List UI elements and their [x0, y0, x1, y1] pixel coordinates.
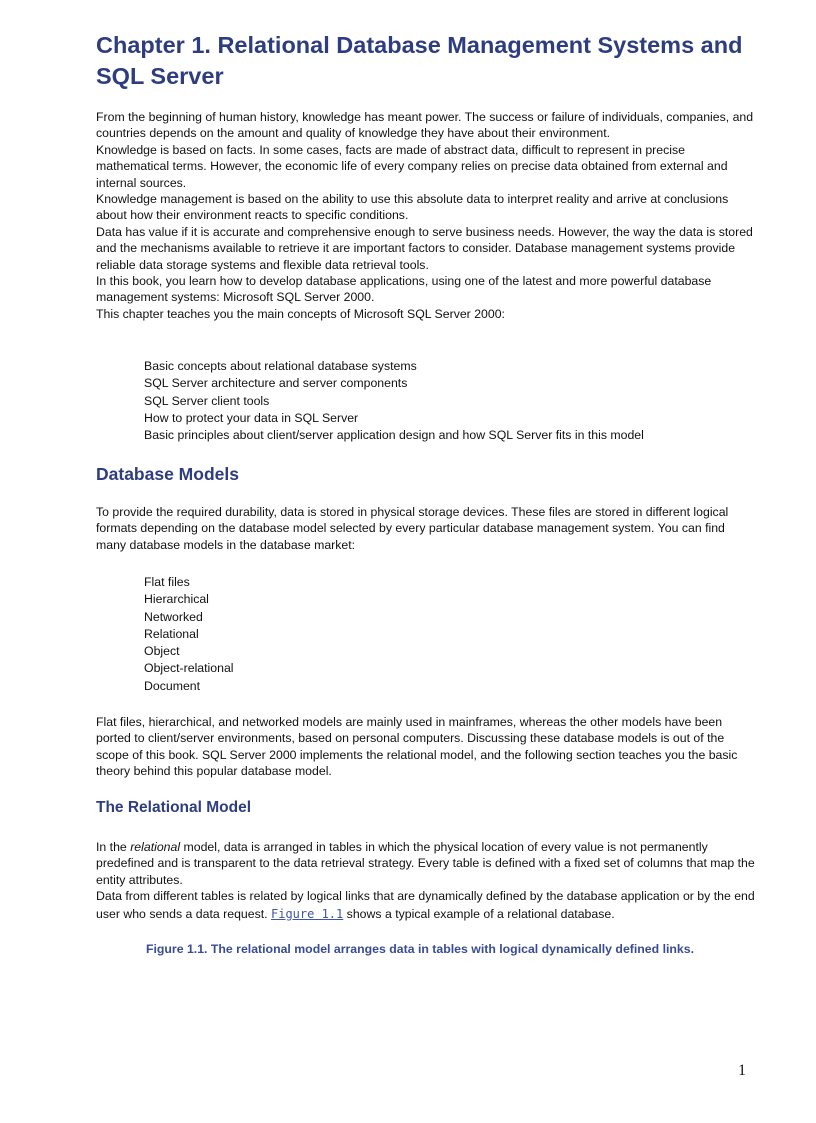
list-item: Object [144, 644, 180, 659]
relational-model-paragraph-1 [96, 839, 756, 888]
intro-paragraph-1: From the beginning of human history, knowledge has meant power. The success or failure of individuals, companies, and countries depends on the amount and quality of knowledge they have about their environment. [96, 110, 754, 141]
text-run: In the [96, 840, 131, 854]
list-item: Hierarchical [144, 592, 209, 607]
database-models-intro [96, 504, 756, 553]
intro-paragraph-3: Knowledge management is based on the ability to use this absolute data to interpret reality and arrive at conclusions about how their environment reacts to specific conditions. [96, 192, 729, 223]
text-run: Data from different tables is related by logical links that are dynamically defined by the database application or by the end user who sends a data request. [96, 889, 755, 921]
list-item: Basic concepts about relational database systems [144, 359, 417, 373]
section-heading-database-models: Database Models [96, 464, 239, 484]
list-item: Relational [144, 626, 199, 641]
intro-paragraph-2: Knowledge is based on facts. In some cases, facts are made of abstract data, difficult to represent in precise mathematical terms. However, the economic life of every company relies on precise data obtained from external and internal sources. [96, 142, 728, 190]
database-models-summary-text: Flat files, hierarchical, and networked models are mainly used in mainframes, whereas the other models have been ported to client/server environments, based on personal computers. Discussing these database models is out of the scope of this book. SQL Server 2000 implements the relational model, and the following section teaches you the basic theory behind this popular database model. [96, 715, 738, 779]
list-item: Basic principles about client/server application design and how SQL Server fits in this model [144, 428, 644, 443]
relational-model-text [96, 839, 756, 923]
list-item: SQL Server architecture and server components [144, 376, 408, 391]
intro-text [96, 109, 756, 322]
list-item: Flat files [144, 575, 190, 589]
list-item: How to protect your data in SQL Server [144, 410, 359, 425]
list-item: Document [144, 678, 201, 693]
list-item: Object-relational [144, 661, 234, 676]
database-models-intro-text: To provide the required durability, data is stored in physical storage devices. These files are stored in different logical formats depending on the database model selected by every particular database management system. You can find many database models in the database market: [96, 505, 729, 552]
figure-1-1-link[interactable]: Figure 1.1 [271, 906, 344, 921]
intro-paragraph-6: This chapter teaches you the main concepts of Microsoft SQL Server 2000: [96, 306, 505, 321]
page-number: 1 [738, 1062, 746, 1079]
figure-caption: Figure 1.1. The relational model arranges data in tables with logical dynamically defined links. [145, 942, 695, 956]
emphasis-relational: relational [130, 840, 181, 854]
chapter-topics-list [144, 358, 764, 444]
list-item: Networked [144, 609, 203, 624]
database-models-summary [96, 714, 756, 780]
intro-paragraph-5: In this book, you learn how to develop database applications, using one of the latest and more powerful database management systems: Microsoft SQL Server 2000. [96, 274, 712, 305]
relational-model-paragraph-2 [96, 888, 756, 923]
database-models-list [144, 574, 764, 695]
text-run: model, data is arranged in tables in which the physical location of every value is not permanently predefined and is transparent to the data retrieval strategy. Every table is defined with a fixed set of columns that map the entity attributes. [96, 840, 755, 887]
text-run: shows a typical example of a relational database. [343, 906, 615, 921]
intro-paragraph-4: Data has value if it is accurate and comprehensive enough to serve business needs. However, the way the data is stored and the mechanisms available to retrieve it are important factors to consider. Database management systems provide reliable data storage systems and flexible data retrieval tools. [96, 224, 753, 272]
list-item: SQL Server client tools [144, 393, 270, 408]
chapter-title: Chapter 1. Relational Database Management Systems and SQL Server [96, 32, 743, 89]
section-heading-relational-model: The Relational Model [96, 799, 252, 816]
